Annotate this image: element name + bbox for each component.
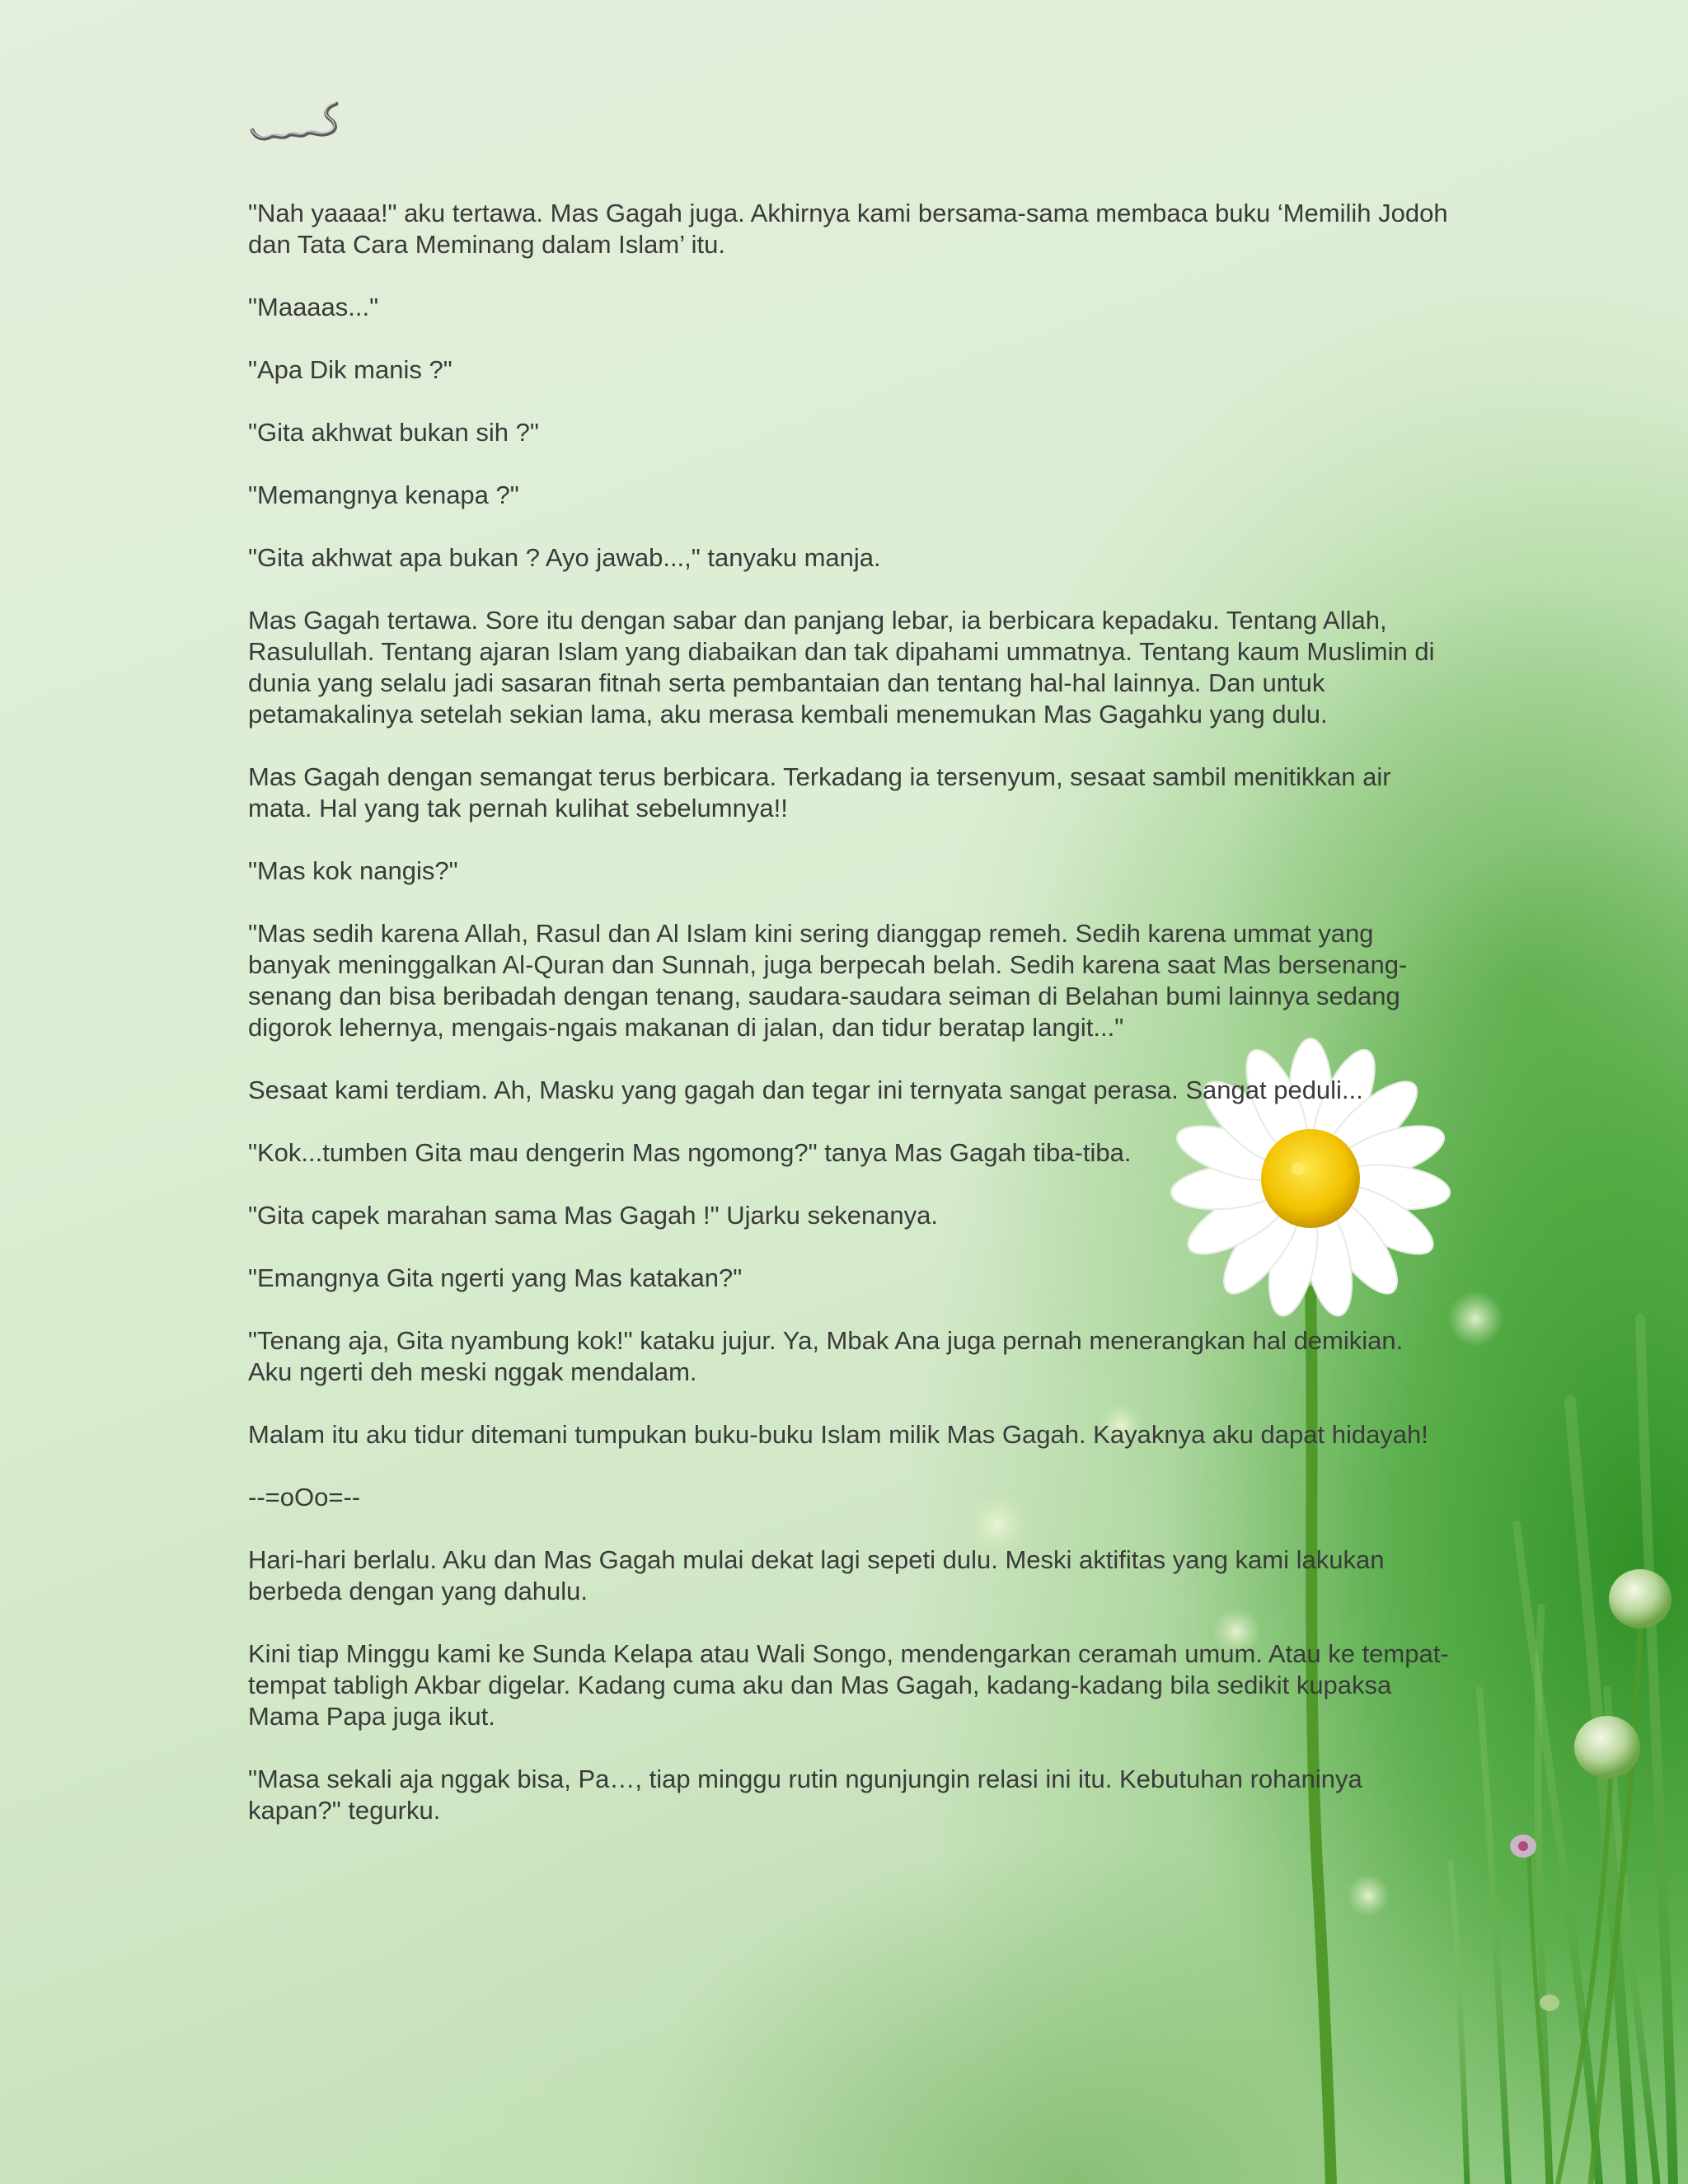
paragraph: Sesaat kami terdiam. Ah, Masku yang gagah dan tegar ini ternyata sangat perasa. Sangat peduli... (248, 1076, 1363, 1104)
paragraph: Malam itu aku tidur ditemani tumpukan buku-buku Islam milik Mas Gagah. Kayaknya aku dapat hidayah! (248, 1420, 1428, 1449)
paragraph: "Gita akhwat bukan sih ?" (248, 418, 539, 447)
paragraph: "Nah yaaaa!" aku tertawa. Mas Gagah juga. Akhirnya kami bersama-sama membaca buku ‘Memilih Jodoh dan Tata Cara Meminang dalam Islam’ itu. (248, 199, 1448, 259)
paragraph: Mas Gagah tertawa. Sore itu dengan sabar dan panjang lebar, ia berbicara kepadaku. Tentang Allah, Rasulullah. Tentang ajaran Islam yang diabaikan dan tak dipahami ummatnya. Tentang kaum Muslimin di dunia yang selalu jadi sasaran fitnah serta pembantaian dan tentang hal-hal lainnya. Dan untuk petamakalinya setelah sekian lama, aku merasa kembali menemukan Mas Gagahku yang dulu. (248, 606, 1435, 729)
paragraph: "Tenang aja, Gita nyambung kok!" kataku jujur. Ya, Mbak Ana juga pernah menerangkan hal demikian. Aku ngerti deh meski nggak mendalam. (248, 1326, 1404, 1386)
paragraph: "Gita capek marahan sama Mas Gagah !" Ujarku sekenanya. (248, 1201, 939, 1230)
document-body (248, 198, 1451, 1858)
paragraph: "Apa Dik manis ?" (248, 355, 452, 384)
paragraph: "Gita akhwat apa bukan ? Ayo jawab...," tanyaku manja. (248, 543, 881, 572)
paragraph: "Mas sedih karena Allah, Rasul dan Al Islam kini sering dianggap remeh. Sedih karena ummat yang banyak meninggalkan Al-Quran dan Sunnah, juga berpecah belah. Sedih karena saat Mas bersenang-senang dan bisa beribadah dengan tenang, saudara-saudara seiman di Belahan bumi lainnya sedang digorok lehernya, mengais-ngais makanan di jalan, dan tidur beratap langit..." (248, 919, 1408, 1042)
paragraph: "Maaaas..." (248, 293, 379, 321)
paragraph: "Memangnya kenapa ?" (248, 480, 519, 509)
paragraph: Mas Gagah dengan semangat terus berbicara. Terkadang ia tersenyum, sesaat sambil menitikkan air mata. Hal yang tak pernah kulihat sebelumnya!! (248, 762, 1391, 823)
paragraph: Kini tiap Minggu kami ke Sunda Kelapa atau Wali Songo, mendengarkan ceramah umum. Atau ke tempat-tempat tabligh Akbar digelar. Kadang cuma aku dan Mas Gagah, kadang-kadang bila sedikit kupaksa Mama Papa juga ikut. (248, 1639, 1449, 1731)
arabic-calligraphy-logo-icon (247, 97, 350, 147)
section-separator: --=oOo=-- (248, 1483, 361, 1511)
paragraph: "Kok...tumben Gita mau dengerin Mas ngomong?" tanya Mas Gagah tiba-tiba. (248, 1138, 1132, 1167)
paragraph: "Emangnya Gita ngerti yang Mas katakan?" (248, 1263, 743, 1292)
paragraph: "Mas kok nangis?" (248, 856, 458, 885)
paragraph: Hari-hari berlalu. Aku dan Mas Gagah mulai dekat lagi sepeti dulu. Meski aktifitas yang kami lakukan berbeda dengan yang dahulu. (248, 1545, 1385, 1605)
paragraph: "Masa sekali aja nggak bisa, Pa…, tiap minggu rutin ngunjungin relasi ini itu. Kebutuhan rohaninya kapan?" tegurku. (248, 1765, 1362, 1825)
